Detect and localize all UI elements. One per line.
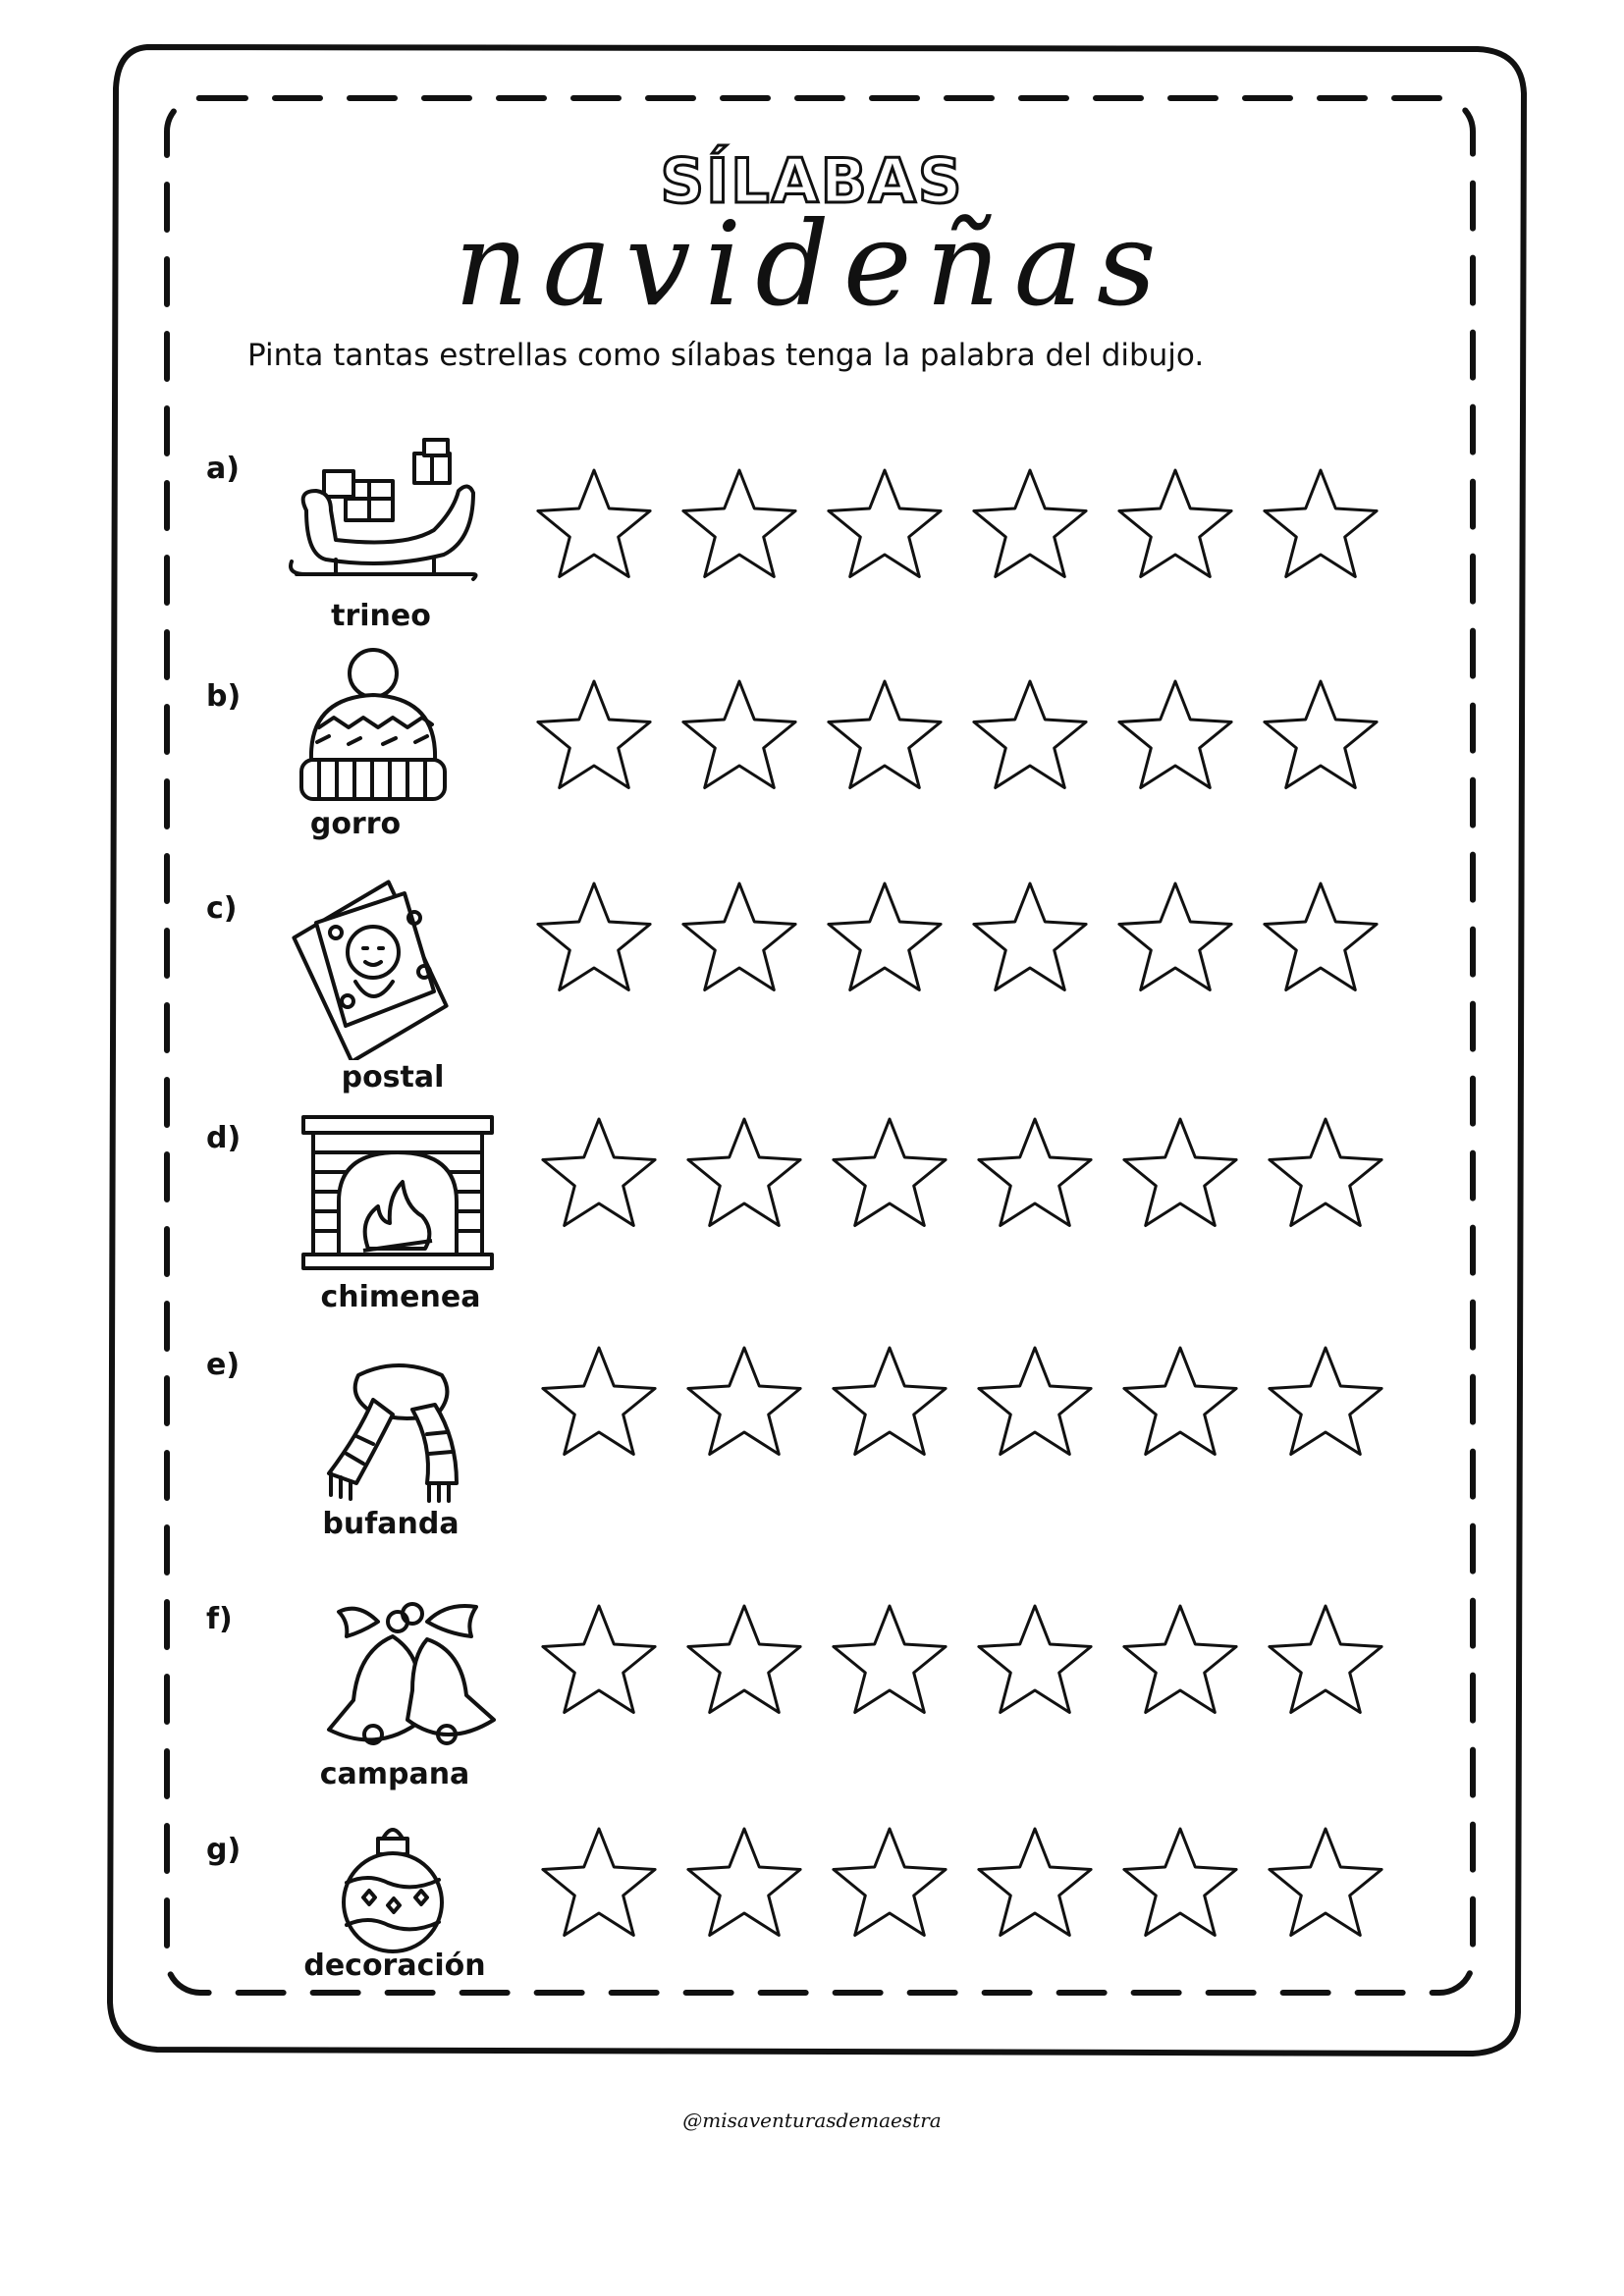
star-outline[interactable] (680, 1113, 808, 1235)
instruction-text: Pinta tantas estrellas como sílabas tenga la palabra del dibujo. (247, 338, 1205, 373)
title-navidenas: navideñas (454, 196, 1170, 332)
word-label: decoración (303, 1949, 486, 1983)
ornament-icon (329, 1819, 457, 1956)
star-outline[interactable] (1262, 1342, 1389, 1464)
star-outline[interactable] (1257, 878, 1384, 999)
star-outline[interactable] (1111, 675, 1239, 797)
row-letter: c) (206, 891, 238, 926)
star-outline[interactable] (535, 1600, 663, 1722)
star-outline[interactable] (821, 878, 948, 999)
row-letter: d) (206, 1121, 242, 1155)
star-row (530, 675, 1384, 797)
star-outline[interactable] (676, 675, 803, 797)
star-outline[interactable] (676, 878, 803, 999)
star-outline[interactable] (826, 1113, 953, 1235)
star-outline[interactable] (826, 1823, 953, 1945)
star-outline[interactable] (821, 675, 948, 797)
star-row (535, 1113, 1389, 1235)
star-outline[interactable] (1111, 878, 1239, 999)
word-label: campana (319, 1757, 470, 1791)
star-row (535, 1600, 1389, 1722)
star-outline[interactable] (535, 1342, 663, 1464)
star-outline[interactable] (966, 464, 1094, 586)
winter-hat-icon (290, 644, 457, 806)
star-outline[interactable] (1257, 464, 1384, 586)
star-row (535, 1342, 1389, 1464)
postcard-icon (287, 864, 454, 1060)
star-outline[interactable] (826, 1342, 953, 1464)
fireplace-icon (299, 1113, 496, 1270)
star-outline[interactable] (530, 878, 658, 999)
star-outline[interactable] (680, 1600, 808, 1722)
title-silabas: SÍLABAS (660, 145, 964, 217)
star-row (530, 464, 1384, 586)
row-letter: b) (206, 679, 242, 714)
star-outline[interactable] (530, 675, 658, 797)
scarf-icon (319, 1346, 476, 1503)
star-outline[interactable] (1116, 1823, 1244, 1945)
word-label: bufanda (322, 1507, 460, 1541)
star-row (530, 878, 1384, 999)
star-outline[interactable] (676, 464, 803, 586)
star-outline[interactable] (1257, 675, 1384, 797)
star-outline[interactable] (1111, 464, 1239, 586)
star-outline[interactable] (530, 464, 658, 586)
row-letter: g) (206, 1833, 242, 1867)
star-outline[interactable] (1116, 1113, 1244, 1235)
row-letter: f) (206, 1602, 233, 1636)
star-outline[interactable] (971, 1600, 1099, 1722)
word-label: trineo (331, 599, 431, 633)
star-outline[interactable] (1116, 1342, 1244, 1464)
footer-credit: @misaventurasdemaestra (682, 2109, 942, 2132)
star-outline[interactable] (971, 1113, 1099, 1235)
word-label: chimenea (320, 1280, 481, 1314)
star-outline[interactable] (535, 1823, 663, 1945)
star-outline[interactable] (535, 1113, 663, 1235)
star-outline[interactable] (966, 675, 1094, 797)
star-outline[interactable] (680, 1342, 808, 1464)
word-label: gorro (309, 807, 402, 841)
star-outline[interactable] (1262, 1823, 1389, 1945)
star-outline[interactable] (966, 878, 1094, 999)
sleigh-icon (277, 432, 483, 599)
star-outline[interactable] (971, 1342, 1099, 1464)
star-outline[interactable] (680, 1823, 808, 1945)
star-outline[interactable] (1116, 1600, 1244, 1722)
star-outline[interactable] (971, 1823, 1099, 1945)
row-letter: e) (206, 1348, 241, 1382)
star-row (535, 1823, 1389, 1945)
row-letter: a) (206, 452, 240, 486)
star-outline[interactable] (821, 464, 948, 586)
star-outline[interactable] (826, 1600, 953, 1722)
star-outline[interactable] (1262, 1600, 1389, 1722)
word-label: postal (341, 1060, 445, 1095)
star-outline[interactable] (1262, 1113, 1389, 1235)
bells-icon (319, 1582, 506, 1759)
